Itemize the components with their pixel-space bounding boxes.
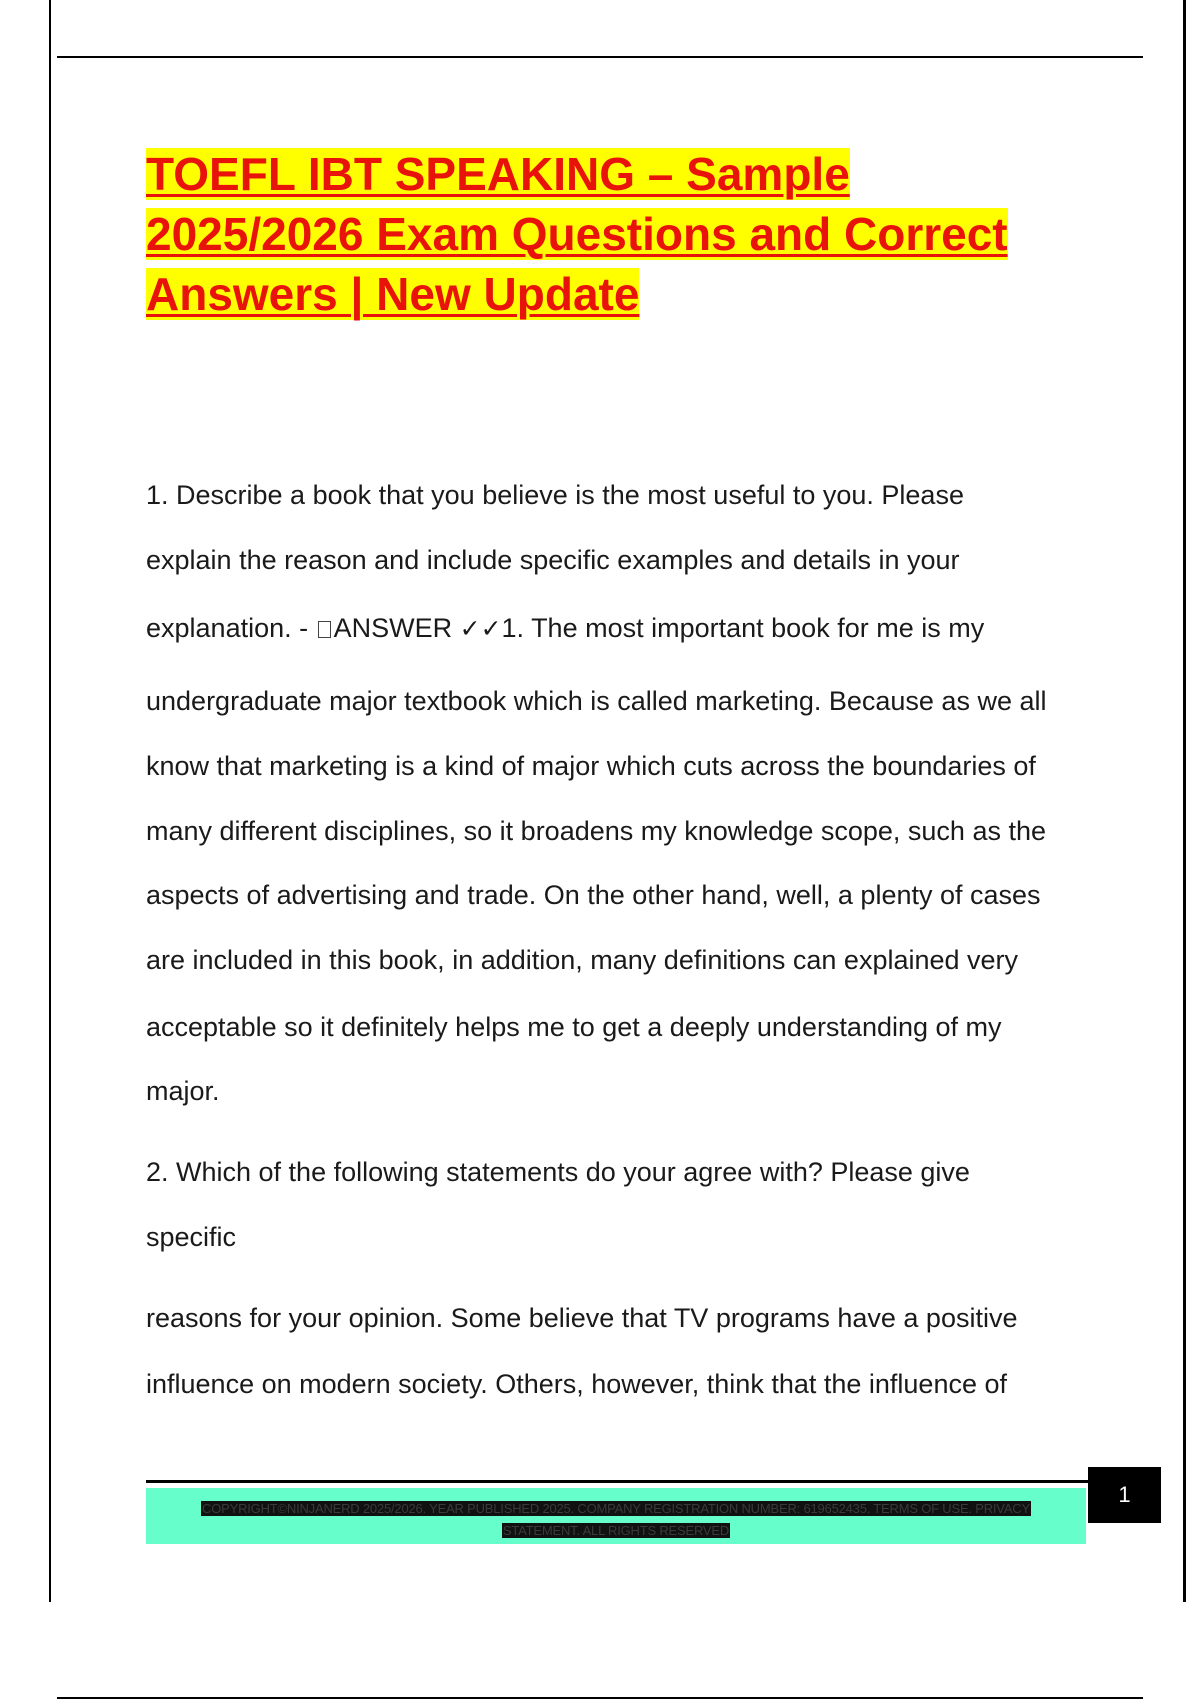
question-2-line-1: 2. Which of the following statements do your agree with? Please give — [146, 1157, 970, 1187]
title-line-2: 2025/2026 Exam Questions and Correct — [146, 208, 1008, 260]
question-1-line-1: 1. Describe a book that you believe is the most useful to you. Please — [146, 480, 964, 510]
header-rule — [57, 56, 1143, 58]
answer-1-line-9: acceptable so it definitely helps me to get a deeply understanding of my — [146, 1012, 1002, 1042]
double-check-icon: ✓✓ — [459, 614, 502, 643]
copyright-line-2: STATEMENT. ALL RIGHTS RESERVED — [502, 1523, 730, 1538]
missing-glyph-box-icon — [318, 621, 331, 638]
question-1-line-2: explain the reason and include specific examples and details in your — [146, 545, 960, 575]
page-number: 1 — [1088, 1467, 1161, 1523]
answer-label: ANSWER — [333, 613, 460, 643]
title-line-1: TOEFL IBT SPEAKING – Sample — [146, 148, 850, 200]
page-left-border — [49, 0, 51, 1602]
next-page-header-rule — [57, 1697, 1143, 1699]
answer-1-line-6: many different disciplines, so it broadens my knowledge scope, such as the — [146, 816, 1046, 846]
answer-1-line-5: know that marketing is a kind of major which cuts across the boundaries of — [146, 751, 1036, 781]
copyright-line-1: COPYRIGHT©NINJANERD 2025/2026. YEAR PUBLISHED 2025. COMPANY REGISTRATION NUMBER: 619652435. TERMS OF USE. PRIVACY — [202, 1501, 1030, 1516]
answer-1-line-10: major. — [146, 1076, 220, 1106]
question-1-line-3 — [146, 611, 984, 646]
answer-1-line-7: aspects of advertising and trade. On the other hand, well, a plenty of cases — [146, 880, 1041, 910]
question-2-line-4: influence on modern society. Others, however, think that the influence of — [146, 1369, 1007, 1399]
question-2-line-2: specific — [146, 1222, 237, 1252]
document-title — [146, 144, 1146, 324]
copyright-footer — [146, 1488, 1086, 1544]
explanation-prefix: explanation. - — [146, 613, 316, 643]
page-right-border — [1183, 0, 1186, 1602]
copyright-text — [146, 1498, 1086, 1542]
footer-rule — [146, 1480, 1090, 1483]
answer-1-line-4: undergraduate major textbook which is called marketing. Because as we all — [146, 686, 1047, 716]
answer-1-line-8: are included in this book, in addition, many definitions can explained very — [146, 945, 1019, 975]
question-2-line-3: reasons for your opinion. Some believe that TV programs have a positive — [146, 1303, 1018, 1333]
answer-start: 1. The most important book for me is my — [501, 613, 985, 643]
title-line-3: Answers | New Update — [146, 268, 640, 320]
